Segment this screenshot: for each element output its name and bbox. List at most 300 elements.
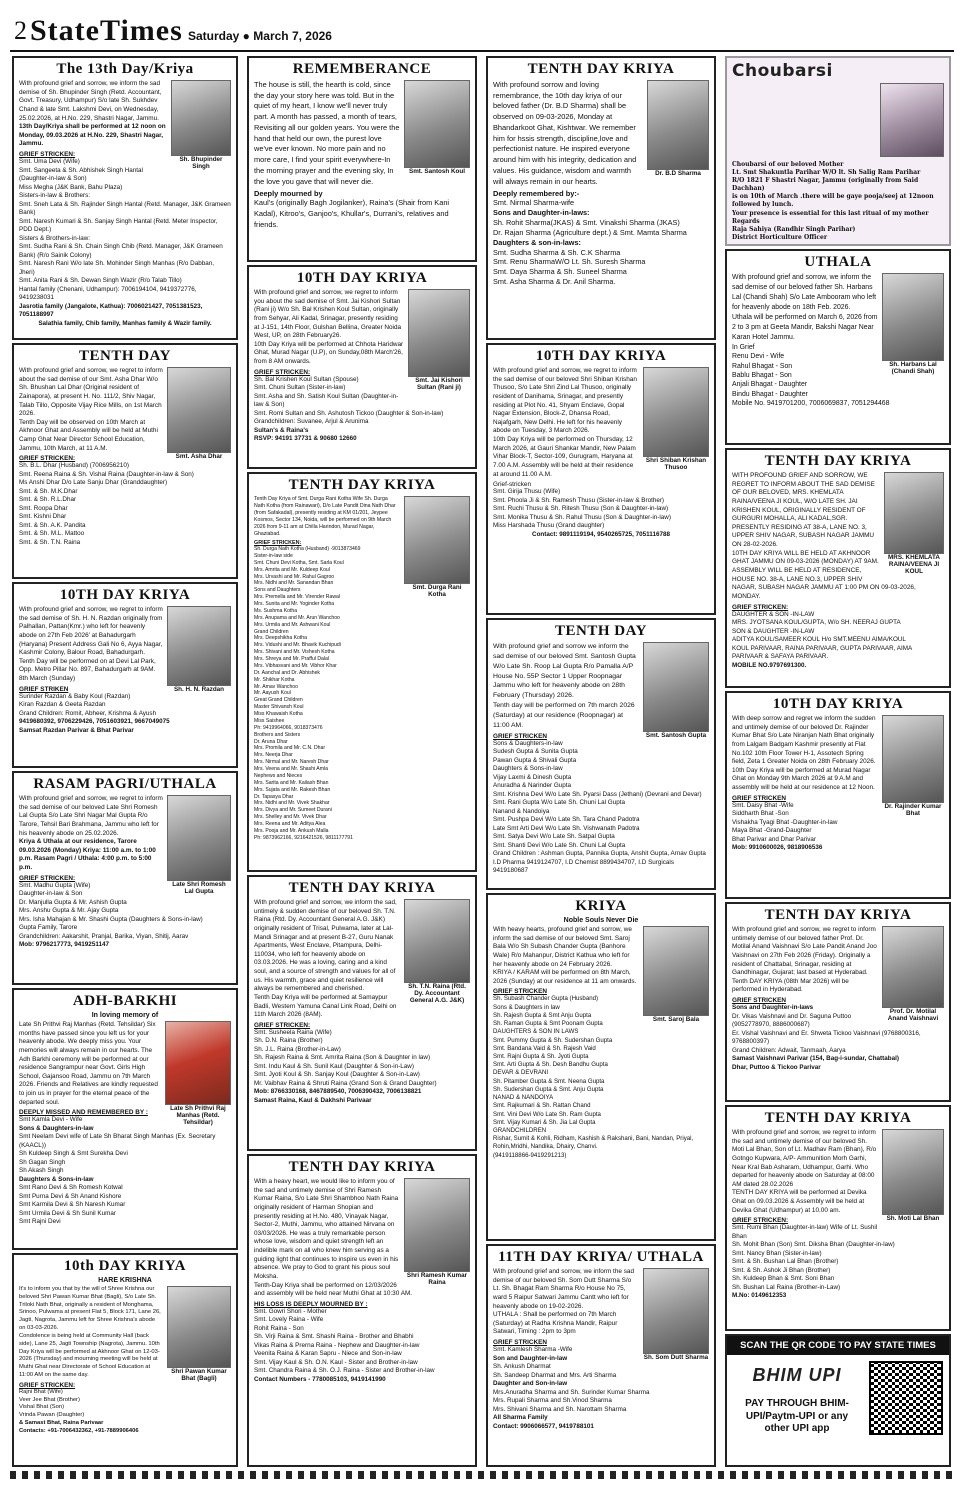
mourner-line: Sh. Sandeep Dharmat and Mrs. Arti Sharma <box>493 1371 617 1379</box>
photo <box>171 80 231 171</box>
notice-label: Grief-stricken <box>493 481 531 489</box>
photo-caption: Sh. Harbans Lal (Chandi Shah) <box>889 361 937 375</box>
portrait-icon <box>167 1286 231 1368</box>
notice-intro: With profound grief and sorrow, we regret to inform the sad demise of our beloved Shri Shiban Krishan Thusoo, S/o Late Shri Zind Lal Thusoo, originally resident of Danihama, Srinagar, and presently residing at Plot No. 41, Shyam Enclave, Gopal Nagar Extension, Block-Z, Dhansa Road, Najafgarh, New Delhi. He left for his heavenly abode on Tuesday, 3 March 2026. <box>493 367 637 435</box>
notice-title: TENTH DAY KRIYA <box>288 880 436 896</box>
photo <box>643 367 709 472</box>
mourner-line: Smt. Chandra Raina & Sh. O.J. Raina - Sister and Brother-in-law <box>254 1367 435 1375</box>
portrait-icon <box>884 472 944 554</box>
mourner-line: Veenita Raina & Karan Sapru - Niece and Son-in-law <box>254 1350 402 1358</box>
notice-kriya: Kriya & Uthala at our residence, Tarore 09.03.2026 (Monday) Kriya: 11:00 a.m. to 1:00 p.m. Rasam Pagri / Uthala: 4:00 p.m. to 5:00 p.m. <box>19 838 156 872</box>
notice-subtitle: In loving memory of <box>91 1012 159 1019</box>
notice-tenth-day-1 <box>12 343 238 579</box>
notice-line: Your presence is essential for this last ritual of my mother <box>732 209 929 217</box>
portrait-icon <box>408 289 470 377</box>
photo <box>647 80 709 178</box>
notice-kriya: UTHALA : Shall be performed on 7th March (Saturday) at Radha Krishna Mandir, Raipur Satwari, Timing : 2pm to 3pm <box>493 1311 618 1336</box>
notice-uthala-harbans-lal <box>725 249 951 445</box>
notice-line: is on 10th of March .there will be gaye pooja/seej at 12noon <box>732 193 934 201</box>
notice-kriya-saroj-bala <box>486 893 716 1241</box>
notice-10th-day-kriya-thusoo <box>486 343 716 615</box>
notice-label: GRIEF STRICKEN: <box>732 603 789 611</box>
notice-kriya: Tenth DAY KRIYA (08th Mar 2026) will be performed in Hyderabad. <box>732 977 849 994</box>
mourner-line: Smt. Chuni Sultan (Sister-in-law) <box>254 384 346 392</box>
notice-title: REMEMBERANCE <box>292 61 432 77</box>
mourner-line: Sudesh Gupta & Sunita Gupta <box>493 748 578 756</box>
notice-intro: With profound grief and sorrow, we regret to inform you about the sad demise of Smt. Jai Kishori Sultan (Rani ji) W/o Sh. Bal Krishen Koul Sultan, originally from Sehyar, Ali Kadal, Srinagar, presently residing at J-151, 14th Floor, Gulshan Bellina, Greater Noida West, UP, on 28th February26. <box>254 289 402 340</box>
mourner-line: Sh. Bal Krishen Koul Sultan (Spouse) <box>254 375 359 383</box>
mourner-line: Smt. Madhu Gupta (Wife) <box>19 881 91 889</box>
mourner-line: Smt. Chuni Devi Kotha, Smt. Sarla Koul <box>254 559 344 566</box>
mourner-line: Master Shivansh Koul <box>254 704 304 711</box>
mourner-line: Rohit Raina - Son <box>254 1324 304 1332</box>
poem-body: The house is still, the hearth is cold, since the day your story here was told. But in the quiet of my heart, I know we'll never truly part. A month has passed, a month of tears, Revisiting all our golden years. You were the hand that held our own, the purest love we've ever known. No more pain and no more care, I find your spirit everywhere-In the morning prayer and the evening sky, In the love you gave that will never die. <box>254 80 400 186</box>
mourner-line: Sisters & Brothers-in-law: <box>19 234 91 242</box>
photo <box>404 80 470 176</box>
portrait-icon <box>643 642 709 732</box>
mourner-line: Smt. Sudha Sharma & Sh. C.K Sharma <box>493 247 621 257</box>
mourner-line: Sh. Pitamber Gupta & Smt. Neena Gupta <box>493 1077 605 1085</box>
mourner-line: Smt. Naresh Rani W/o late Sh. Mohinder Singh Manhas (R/o Dabban, Jheri) <box>19 260 214 276</box>
notice-intro: With a heavy heart, we would like to inform you of the sad and untimely demise of Shri Ramesh Kumar Raina, S/o Late Shri Shambhoo Nath Raina originally resident of Harman Shopian and presently residing at H.No. 480, Vinayak Nagar, Sector-2, Muthi, Jammu, who attained Nirvana on 03/03/2026. He was a truly remarkable person whose love, wisdom and quiet strength left an indelible mark on all who knew him serving as a guiding light that continues to inspire us even in his absence. We pray to God to grant his pious soul Moksha. <box>254 1178 399 1281</box>
mourner-line: Brothers and Sisters <box>254 731 301 738</box>
mourner-line: Smt. Kamlesh Sharma -Wife <box>493 1346 573 1354</box>
mourner-line: Smt. Gowri Shori - Mother <box>254 1307 327 1315</box>
notice-label: GRIEF STRICKEN: <box>254 540 302 547</box>
mourner-line: Mrs. Sunita and Mr. Yoginder Kotha <box>254 601 335 608</box>
notice-label: DEEPLY MISSED AND REMEMBERED BY : <box>19 1109 148 1117</box>
portrait-icon <box>647 80 709 170</box>
mourner-line: Veer Jee Bhat (Brother) <box>19 1396 80 1403</box>
notice-kriya: 10TH DAY KRIYA WILL BE HELD AT AKHNOOR GHAT JAMMU ON 09-03-2026 (MONDAY) AT 9AM. ASSEMBLY WILL BE HELD AT RESIDENCE, HOUSE NO. 38-A, LANE NO.3, UPPER SHIV NAGAR, SUBASH NAGAR JAMMU AT 1:00 PM ON 09-03-2026, MONDAY. <box>732 549 916 600</box>
mourner-line: Miss Khawaish Kotha <box>254 711 303 718</box>
mourner-line: Sh. J.L. Raina (Brother-in-Law) <box>254 1045 341 1053</box>
notice-title: TENTH DAY KRIYA <box>527 61 675 77</box>
notice-10th-day-kriya-razdan <box>12 582 238 768</box>
mourner-line: Daughter-in-law & Son <box>19 890 83 898</box>
portrait-icon <box>404 496 470 584</box>
notice-kriya: TENTH DAY KRIYA will be performed at Devika Ghat on 09.03.2026 & Assembly will be held at Devika Ghat (Udhampur) at 10.00 am. <box>732 1189 867 1214</box>
mourner-line: Mrs. Amrita and Mr. Kuldeep Koul <box>254 566 330 573</box>
mourner-line: Smt. Asha and Sh. Satish Koul Sultan (Daughter-in-law & Son) <box>254 392 399 409</box>
notice-line: Regards <box>732 217 760 225</box>
notice-intro: With profound grief and sorrow, we regret to inform the sad demise of our beloved Late Shri Romesh Lal Gupta S/o Late Shri Nagar Mal Gupta R/o Tarore, Tehsil Bari Brahmana, Jammu who left for his heavenly abode on 25.02.2026. <box>19 795 163 837</box>
mourner-line: Rishar, Sumit & Kohli, Ridham, Kashish & Rakshani, Bani, Nandan, Priyal, Rohin,Mridhi, Nandika, Dhairy, Chanvi. <box>493 1135 694 1151</box>
mourner-line: Smt Urmila Devi & Sh Sunil Kumar <box>19 1209 116 1217</box>
portrait-icon <box>167 795 231 881</box>
mourner-line: Smt. Vini Devi W/o Late Sh. Ram Gupta <box>493 1110 601 1118</box>
mourner-line: Smt. Sudha Rani & Sh. Chain Singh Chib (Retd. Manager, J&K Grameen Bank) (R/o Sainik Colony) <box>19 243 223 259</box>
mourner-line: DAUGHTERS & SON IN LAWS <box>493 1028 579 1036</box>
photo-caption: Shri Pawan Kumar Bhat (Bagli) <box>171 1368 227 1382</box>
mourner-line: Smt. Rumi Bhan (Daughter-in-law) Wife of Lt. Sushil Bhan <box>732 1224 878 1240</box>
mourner-line: Smt. Daya Sharma & Sh. Suneel Sharma <box>493 267 627 277</box>
notice-subtitle: HARE KRISHNA <box>98 1277 152 1284</box>
mourner-line: Smt. Vijay Kaul & Sh. O.N. Kaul - Sister and Brother-in-law <box>254 1358 418 1366</box>
photo <box>882 1129 944 1223</box>
mourner-line: Smt. Bandana Vaid & Sh. Rajesh Vaid <box>493 1044 596 1052</box>
mourner-line: Contacts: +91-7006432362, +91-7889906406 <box>19 1427 139 1434</box>
photo <box>643 642 709 740</box>
portrait-icon <box>882 273 944 361</box>
mourner-line: Mrs. Shelley and Mr. Vivek Dhar <box>254 814 327 821</box>
mourner-line: Samast Raina, Kaul & Dakhshi Parivaar <box>254 1096 372 1104</box>
mourner-line: Sh. Bushan Lal Raina (Brother-in-Law) <box>732 1283 841 1291</box>
mourner-line: Smt. Rajni Gupta & Sh. Jyoti Gupta <box>493 1053 589 1061</box>
mourner-line: Ph: 9873962166, 9216421526, 9811177791 <box>254 834 353 841</box>
mourner-line: Smt. Shanti Devi W/o Late Sh. Chuni Lal Gupta <box>493 841 626 849</box>
photo <box>882 926 944 1023</box>
mourner-line: Mrs. Rupali Sharma and Sh.Vinod Sharma <box>493 1397 612 1405</box>
notice-kriya: 10th Day Kriya will be performed at Chhota Haridwar Ghat, Murad Nagar (U.P), on Sunday,08th March'26, from 8 AM onwards. <box>254 340 404 366</box>
mourner-line: Daughters & son-in-laws: <box>493 237 581 247</box>
mourner-line: Vikas Raina & Prerna Raina - Nephew and Daughter-in-law <box>254 1341 420 1349</box>
mourner-line: Dr. Tapasya Dhar <box>254 793 294 800</box>
mourner-line: Mr. Vaibhav Raina & Shruti Raina (Grand Son & Grand Daughter) <box>254 1079 437 1087</box>
notice-label: GRIEF STRICKEN: <box>254 1021 311 1029</box>
notice-line: Choubarsi of our beloved Mother <box>732 161 844 168</box>
mourner-line: Mrs. Nirmal and Mr. Naresh Dhar <box>254 759 329 766</box>
photo <box>167 1286 231 1383</box>
notice-tenth-day-kriya-khemlata <box>725 448 951 688</box>
mourner-line: Miss Saishee <box>254 717 285 724</box>
portrait-icon <box>404 1178 470 1272</box>
notice-10th-day-kriya-rajinder-bhat <box>725 691 951 899</box>
mourner-line: Vijay Laxmi & Dinesh Gupta <box>493 773 572 781</box>
mourner-line: Mrs. Urvashi and Mr. Rahul Gagroo <box>254 573 335 580</box>
mourner-line: Smt. & Sh. R.L.Dhar <box>19 496 77 504</box>
mourner-line: 9419680392, 9706229426, 7051603921, 9667049075 <box>19 718 170 726</box>
photo-caption: Sh. Som Dutt Sharma <box>643 1354 709 1361</box>
mourner-line: DAUGHTER & SON -IN-LAW <box>732 610 815 618</box>
notice-label: In Grief <box>732 344 755 351</box>
mourner-line: Sh. Rajesh Gupta & Smt Anju Gupta <box>493 1011 592 1019</box>
notice-title: TENTH DAY <box>79 348 171 364</box>
mourner-line: Vishal Bhat (Son) <box>19 1404 65 1411</box>
mourner-line: Mob: 8766330168, 8467889540, 7006390432, 7006138821 <box>254 1088 422 1096</box>
mourner-line: Bindu Bhagat - Daughter <box>732 390 808 398</box>
mourner-line: MOBILE NO.9797691300. <box>732 661 807 669</box>
portrait-icon <box>643 926 709 1016</box>
notice-intro: With heavy hearts, profound grief and sorrow, we inform the sad demise of our beloved Smt. Saroj Bala W/o Sh Subash Chander Gupta (Banhore Wale) R/o Mahanpur, District Kathua who left for her heavenly abode on 24 February 2026. <box>493 926 632 968</box>
mourner-line: Smt Rano Devi & Sh Romesh Kotwal <box>19 1184 123 1192</box>
portrait-icon <box>882 926 944 1008</box>
notice-kriya: 10th Day Kriya will be performed on Thursday, 12 March 2026, at Gauri Shankar Mandir, New Palam Vihar Block-T, Sector-109, Gurugram, Haryana at 7.00 A.M. Assembly will be held at their residence at around 11.00 A.M. <box>493 436 636 478</box>
mourner-line: Smt. & Sh. Bushan Lal Bhan (Brother) <box>732 1258 839 1266</box>
mourner-line: Grand Children : Ashman Gupta, Pannika Gupta, Anshit Gupta, Arnav Gupta <box>493 850 706 858</box>
mourner-line: All Sharma Family <box>493 1414 548 1422</box>
mourner-line: Smt Kamla Devi - Wife <box>19 1116 83 1124</box>
mourner-line: Mrs. Promila and Mr. C.N. Dhar <box>254 745 326 752</box>
notice-label: GRIEF STRICKEN: <box>19 874 76 882</box>
mourner-line: Contact Numbers - 7780085103, 9419141990 <box>254 1375 386 1383</box>
notice-kriya: 13th Day/Kriya shall be performed at 12 noon on Monday, 09.03.2026 at H.No. 229, Shastri Nagar, Jammu. <box>19 123 166 148</box>
mourner-line: Smt. & Sh. M.K.Dhar <box>19 487 78 495</box>
mourner-line: Mrs.Anuradha Sharma and Sh. Surinder Kumar Sharma <box>493 1388 650 1396</box>
mourner-line: Son and Daughter-in-law <box>493 1354 568 1362</box>
photo <box>882 715 944 818</box>
notice-kriya: Tenth day will be performed on 7th march 2026 (Saturday) at our residence (Roopnagar) at 11:00 AM. <box>493 702 635 729</box>
portrait-icon <box>165 1021 231 1105</box>
notice-tenth-day-kriya-ramesh-raina <box>247 1154 477 1467</box>
mourner-line: Smt. & Sh. T.N. Raina <box>19 538 81 546</box>
mourner-line: KOUL PARIVAAR, RAINA PARIVAAR, GUPTA PARIVAAR, AIMA PARIVAAR & SAFAYA PARIVAAR. <box>732 644 912 661</box>
mourner-line: Smt. Lovely Raina - Wife <box>254 1316 324 1324</box>
notice-intro: It's to inform you that by the will of Shree Krishna our beloved Shri Pawan Kumar Bhat (Bagli), S/o Late Sh. Triloki Nath Bhat, originally a resident of Monghama, Srinoo, Pulwama at present Flat 5, Block 171, Lane 26, Jagti, Nagrota, Jammu left for Shree Krishna's abode on 03-03-2026. <box>19 1286 161 1332</box>
mourner-line: DEVAR & DEVRANI <box>493 1069 549 1077</box>
notice-intro: With profound grief and sorrow, we inform the sad demise of Sh. Bhupinder Singh (Retd. Accountant, Govt. Treasury, Udhampur) S/o late Sh. Sukhdev Chand & late Smt. Lakshmi Devi, on Wednesday, 25.02.2026, at H.No. 229, Shastri Nagar, Jammu. <box>19 80 162 122</box>
mourner-line: Sh. Raman Gupta & Smt Poonam Gupta <box>493 1020 603 1028</box>
notice-line: followed by lunch. <box>732 201 794 209</box>
mourner-line: Smt. & Sh. Ashok Ji Bhan (Brother) <box>732 1266 831 1274</box>
notice-title: TENTH DAY KRIYA <box>764 1110 912 1126</box>
mourner-line: Smt Purna Devi & Sh Anand Kishore <box>19 1192 122 1200</box>
notice-intro: With profound grief and sorrow, we regret to inform about the sad demise of our Smt. Asha Dhar W/o Sh. Bhushan Lal Dhar (Original resident of Zainapora), at present H. No. 111/2, Shiv Nagar, Talab Tillo, Opposite Vijay Rice Mills, on 1st March 2026. <box>19 367 163 418</box>
notice-kriya: Condolence is being held at Community Hall (back side), Lane 25, Jagti Township (Nagrota), Jammu. 10th Day Kriya will be performed at Akhnoor Ghat on 12-03-2026 (Thursday) and mourning meeting will be held at Muthi Ghat near Directorate of School Education at 11:00 AM on the same day. <box>19 1332 160 1378</box>
mourner-line: Miss Harshada Thusu (Grand daughter) <box>493 522 605 530</box>
mourner-line: Mrs. Veena and Mr. Shashi Amla <box>254 766 328 773</box>
notice-label: GRIEF STRICKEN: <box>254 368 311 376</box>
mourner-line: Kiran Razdan & Geeta Razdan <box>19 701 106 709</box>
mourner-line: Mrs. Isha Mahajan & Mr. Shashi Gupta (Daughters & Sons-in-law) <box>19 915 203 923</box>
mourner-line: Sh. Sudershan Gupta & Smt. Anju Gupta <box>493 1085 604 1093</box>
photo <box>884 472 944 576</box>
mourner-line: Sh. B.L. Dhar (Husband) (7006956210) <box>19 462 129 470</box>
bhim-upi-logo: BHIM UPI <box>752 1365 842 1385</box>
photo <box>167 367 231 461</box>
mourner-line: Rahul Bhagat - Son <box>732 362 793 370</box>
photo <box>643 926 709 1024</box>
mourner-line: Smt. Pummy Gupta & Sh. Sudershan Gupta <box>493 1036 613 1044</box>
notice-kriya: Tenth Day Kriya will be performed at Samaypur Badli, Western Yamuna Canal Link Road, Delhi on 11th March 2026 (8AM). <box>254 994 397 1019</box>
mourner-line: Samsat Razdan Parivar & Bhat Parivar <box>19 726 134 734</box>
notice-line: Raja Sahiya (Randhir Singh Parihar) <box>732 225 856 233</box>
mourner-line: Sh. D.N. Raina (Brother) <box>254 1037 323 1045</box>
portrait-icon <box>167 367 231 453</box>
notice-title: The 13th Day/Kriya <box>56 61 194 77</box>
mourner-line: Smt. Susheela Raina (Wife) <box>254 1028 332 1036</box>
notice-11th-day-kriya-uthala <box>486 1244 716 1467</box>
portrait-icon <box>404 899 470 983</box>
photo-caption: Shri Ramesh Kumar Raina <box>406 1272 468 1286</box>
notice-kriya: Tenth Day will be observed on 10th March at Akhnoor Ghat and Assembly will be held at Muthi Camp Ghat Near Director School Education, Jammu, 10th March, at 11 A.M. <box>19 418 158 452</box>
mourner-line: Dr. Vikas Vaishnavi and Dr. Saguna Puttoo (9052778970, 8886000687) <box>732 1012 852 1029</box>
notice-kriya: Tenth Day will be performed on at Devi Lal Park, Opp. Metro Pillar No. 897, Bahadurgarh at 9AM. 8th March (Sunday) <box>19 657 156 683</box>
notice-label: GRIEF STRICKEN: <box>19 151 76 159</box>
notice-kriya: 10th Day Kriya will be performed at Murad Nagar Ghat on Monday 9th March 2026 at 9 A.M and assembly will be held at our residence at 12 Noon. <box>732 766 875 792</box>
mourner-line: Sh. Rohit Sharma(JKAS) & Smt. Vinakshi Sharma (JKAS) <box>493 218 680 228</box>
mourner-line: GRANDCHILDREN <box>493 1126 547 1134</box>
mourner-line: Sh. Kuldeep Bhan & Smt. Soni Bhan <box>732 1275 835 1283</box>
mourner-line: Mrs. Reena and Mr. Aditya Alea <box>254 821 326 828</box>
portrait-icon <box>404 80 470 168</box>
notice-label: Deeply remembered by:- <box>493 189 580 199</box>
mourner-line: Sons & Daughters-in-law <box>19 1124 94 1132</box>
mourner-line: Sh. Durga Nath Kotha (Husband) -9013873469 <box>254 546 361 553</box>
mourner-line: Smt. Roopa Dhar <box>19 504 68 512</box>
mourner-line: Smt. Jyoti Koul & Sh. Sanjay Koul (Daughter & Son-in-Law) <box>254 1071 420 1079</box>
mourner-line: Ms. Sushma Kotha <box>254 607 298 614</box>
notice-title: TENTH DAY KRIYA <box>764 453 912 469</box>
notice-line: District Horticulture Officer <box>732 233 828 241</box>
qr-payment-ad <box>725 1334 951 1467</box>
mourner-line: Mr. Shikhar Kotha <box>254 676 295 683</box>
mourner-line: Smt. Renu SharmaW/O Lt. Sh. Suresh Sharma <box>493 257 646 267</box>
mourner-line: Smt. Ruchi Thusu & Sh. Ritesh Thusu (Son & Daughter-in-law) <box>493 505 669 513</box>
notice-intro: Tenth Day Kriya of Smt. Durga Rani Kotha Wife Sh. Durga Nath Kotha (from Rainawari), D/o Late Pandit Dina Nath Dhar (from Safakadal), presently residing at KM 01/201, Jeypee Kosmos, Sector 134, Noida, will be performed on 9th March 2026 from 9-11 am at Chilla Harindon, Murad Nagar, Ghaziabad. <box>254 496 396 538</box>
notice-10th-day-kriya-sultan <box>247 265 477 469</box>
mourner-line: Sons and Daughters <box>254 587 301 594</box>
mourner-line: Maya Bhat -Grand-Daughter <box>732 827 812 835</box>
mourner-line: Grand Children: Adwait, Tanmaah, Aarya <box>732 1046 846 1054</box>
mourner-line: Smt. Sangeeta & Sh. Abhishek Singh Hantal (Daughter-in-law & Son) <box>19 166 143 183</box>
notice-label: Deeply mourned by <box>254 189 323 199</box>
mourner-line: Dr. Aanchal and Dr. Abhishek <box>254 669 320 676</box>
notice-kriya: KRIYA / KARAM will be performed on 8th March, 2026 (Sunday) at our residence at 11 am onwards. <box>493 969 637 985</box>
notice-tenth-day-gupta <box>486 618 716 890</box>
photo-caption: MRS. KHEMLATA RAINA/VEENA JI KOUL <box>888 554 940 575</box>
mourner-line: Mrs. Nidhi and Mr. Sanandan Bhan <box>254 580 334 587</box>
mourner-line: Mrs. Anupama and Mr. Arun Wanchoo <box>254 614 340 621</box>
mourner-line: Smt. Naresh Kumari & Sh. Sanjay Singh Hantal (Retd. Meter Inspector, PDD Dept.) <box>19 217 218 234</box>
mourner-line: Mrs. Shreya and Mr. Prafful Dalal <box>254 656 329 663</box>
mourner-line: Mrs. Vidushi and Mr. Bhavik Kuchipudi <box>254 642 341 649</box>
mourner-line: Grand Children <box>254 628 289 635</box>
mourner-line: Smt. Phoola Ji & Sh. Ramesh Thusu (Sister-in-law & Brother) <box>493 496 665 504</box>
photo <box>404 496 470 599</box>
notice-intro: Late Sh Prithvi Raj Manhas (Retd. Tehsildar) Six months have passed since you left us for your heavenly abode. We deeply miss you. Your memories will always remain in our hearts. The Adh Barkhi ceremony will be performed at our residence Sangrampur near Govt. Girls High School, Gajansoo Road, Jammu on 7th March 2026. Friends and Relatives are kindly requested to join us in prayer for the eternal peace of the departed soul. <box>19 1021 158 1106</box>
qr-ad-title: SCAN THE QR CODE TO PAY STATE TIMES <box>727 1336 949 1355</box>
notice-kriya: Tenth-Day Kriya shall be performed on 12/03/2026 and assembly will be held near Muthi Ghat at 10:30 AM. <box>254 1281 413 1298</box>
masthead-rule <box>10 50 954 52</box>
portrait-icon <box>643 1268 709 1354</box>
notice-title: 10th DAY KRIYA <box>63 1258 187 1274</box>
mourner-line: Pawan Gupta & Shivali Gupta <box>493 756 577 764</box>
photo-caption: Late Sh Prithvi Raj Manhas (Retd. Tehsildar) <box>170 1105 226 1126</box>
mourner-line: Mr. Amav Wanchoo <box>254 683 298 690</box>
mourner-line: Salathia family, Chib family, Manhas family & Wazir family. <box>38 319 212 327</box>
photo <box>404 1178 470 1287</box>
mourner-line: Miss Megha (J&K Bank, Bahu Plaza) <box>19 183 123 191</box>
mourner-line: Smt. Nirmal Sharma-wife <box>493 198 575 208</box>
photo-caption: Smt. Durga Rani Kotha <box>412 584 462 598</box>
mourner-line: Mrs. Divya and Mr. Sumeet Durani <box>254 807 332 814</box>
mourner-line: Grandchildren: Suvanee, Arjul & Arunima <box>254 418 369 426</box>
notice-title: TENTH DAY <box>555 623 647 639</box>
mourner-line: Sh. Rajesh Raina & Smt. Amrita Raina (Son & Daughter in law) <box>254 1054 431 1062</box>
issue-date: Saturday ● March 7, 2026 <box>188 29 332 43</box>
notice-kriya: Uthala will be performed on March 6, 2026 from 2 to 3 pm at Geeta Mandir, Bakshi Nagar Near Karan Hotel Jammu. <box>732 314 878 341</box>
mourner-line: Mob: 9910600026, 9818906536 <box>732 844 823 852</box>
portrait-icon <box>882 715 944 803</box>
mourner-line: Surinder Razdan & Baby Koul (Razdan) <box>19 692 131 700</box>
mourner-line: Dr. Manjulla Gupta & Mr. Ashish Gupta <box>19 898 127 906</box>
notice-tenth-day-kriya-sharma <box>486 56 716 340</box>
portrait-icon <box>880 83 944 157</box>
mourner-line: Sons and Daughter-in-laws: <box>493 208 590 218</box>
mourner-line: Renu Devi - Wife <box>732 353 785 361</box>
mourner-line: Grand Children: Romit, Abheer, Krishma & Ayush <box>19 709 157 717</box>
mourner-line: Great Grand Children <box>254 697 303 704</box>
mourner-line: Dhar, Puttoo & Tickoo Parivar <box>732 1063 821 1071</box>
notice-title: 10TH DAY KRIYA <box>772 696 904 712</box>
mourner-line: Smt. & Sh. M.L. Mattoo <box>19 530 85 538</box>
photo-caption: Dr. B.D Sharma <box>655 170 701 177</box>
mourner-line: Smt. Indu Kaul & Sh. Sunil Kaul (Daughter & Son-in-Law) <box>254 1062 414 1070</box>
mourner-line: Sons & Daughters in law <box>493 1003 560 1011</box>
page-number: 2 <box>14 16 27 45</box>
mourner-line: Mrs. Urmila and Mr. Ashwani Koul <box>254 621 331 628</box>
qr-code[interactable] <box>869 1361 943 1435</box>
notice-title: TENTH DAY KRIYA <box>764 907 912 923</box>
notice-intro: With profound grief and sorrow, we inform the sad, untimely & sudden demise of our beloved Sh. T.N. Raina (Rtd. Dy. Accountant General A.G. J&K) originally resident of Trisal, Pulwama, later at Lal-Mandi Srinagar and at present B-27, Guru Nanak Apartments, West Enclave, Pitampura, Delhi-110034, who left for heavenly abode on 03.03.2026. He was a loving, caring and a kind soul, and a source of strength and values for all of us. His warmth, grace and quiet resilience will always be remembered and cherished. <box>254 899 397 993</box>
mourner-line: Mrs. Anshu Gupta & Mr. Ajay Gupta <box>19 907 119 915</box>
mourner-line: Nanand & Nandoiya <box>493 807 550 815</box>
portrait-icon <box>643 367 709 457</box>
photo-caption: Sh. Moti Lal Bhan <box>886 1215 940 1222</box>
mourner-line: Smt. Anita Rani & Sh. Dewan Singh Wazir (R/o Talab Tillo) <box>19 277 182 285</box>
mourner-line: Mrs. Deepshikha Kotha <box>254 635 307 642</box>
photo-caption: Sh. T.N. Raina (Rtd. Dy. Accountant General A.G. J&K) <box>408 983 466 1004</box>
mourner-line: Sh Kuldeep Singh & Smt Surekha Devi <box>19 1150 128 1158</box>
notice-title: UTHALA <box>804 254 872 270</box>
notice-title: 10TH DAY KRIYA <box>59 587 191 603</box>
photo-caption: Sh. H. N. Razdan <box>173 686 225 693</box>
mourner-line: Sh. Mohit Bhan (Son) Smt. Diksha Bhan (Daughter-in-law) <box>732 1241 895 1249</box>
notice-intro: With profound sorrow and loving remembrance, the 10th day kriya of our beloved father (Dr. B.D Sharma) shall be observed on 09-03-2026, Monday at Bhandarkoot Ghat, Kishtwar. We remember him for hssis strength, discipline,love and perfectionist nature. He inspired everyone around him with his integrity, dedication and values. His guidance, wisdom and warmth will always remain in our hearts. <box>493 80 637 186</box>
photo <box>165 1021 231 1127</box>
notice-title: 10TH DAY KRIYA <box>535 348 667 364</box>
mourner-line: Mrs. Pooja and Mr. Ankush Malla <box>254 827 329 834</box>
mourner-line: Sister-in-law side <box>254 552 293 559</box>
notice-title: Choubarsi <box>732 61 833 81</box>
mourner-line: M.No: 0149612353 <box>732 1292 787 1300</box>
mourner-line: Smt. Rani Gupta W/o Late Sh. Chuni Lal Gupta <box>493 799 625 807</box>
mourner-line: MRS. JYOTSANA KOUL/GUPTA, W/o SH. NEERAJ GUPTA <box>732 619 901 627</box>
notice-label: GRIEF STRICKEN <box>732 794 786 802</box>
mourner-line: Mrs. Vibhasvani and Mr. Vibhor Khar <box>254 662 337 669</box>
photo <box>404 899 470 1005</box>
mourner-line: Smt. Krishna Devi W/o Late Sh. Pyarsi Dass (Jethani) (Devrani and Devar) <box>493 790 702 798</box>
footer-rule <box>10 1471 954 1479</box>
notice-line: R/O 1821 F Shastri Nagar, Jammu (originally from Said Dachhan) <box>732 177 919 193</box>
notice-label: GRIEF STRICKEN: <box>19 455 76 463</box>
mourner-line: NANAD & NANDOIYA <box>493 1094 554 1102</box>
mourner-line: Mrs. Neerja Dhar <box>254 752 293 759</box>
notice-tenth-day-kriya-tn-raina <box>247 875 477 1151</box>
mourner-line: Er. Vishal Vaishnavi and Er. Shweta Tickoo Vaishnavi (9768800316, 9768800397) <box>732 1029 921 1046</box>
mourner-line: & Samast Bhat, Raina Parivaar <box>19 1420 104 1426</box>
notice-tail: Kaul's (originally Bagh Jogilanker), Raina's (Shair from Kani Kadal), Kitroo's, Ganjoo's, Khullar's, Durrani's, relatives and friends. <box>254 198 450 229</box>
mourner-line: Smt. Daisy Bhat -Wife <box>732 801 794 809</box>
portrait-icon <box>171 80 231 156</box>
notice-intro: With deep sorrow and regret we inform the sudden and untimely demise of our beloved Dr. Rajinder Kumar Bhat S/o Late Niranjan Nath Bhat originally from Lalgam Badgam Kashmir presently at Flat No.102 10th Floor Tower H-1, Assotech Spring field, Zeta 1 Greater Noida on 28th February 2026. <box>732 715 876 766</box>
mourner-line: Rajni Bhat (Wife) <box>19 1388 63 1395</box>
mourner-line: Mrs. Sujata and Mr. Rakesh Bhan <box>254 786 331 793</box>
notice-tenth-day-kriya-kotha <box>247 472 477 872</box>
photo-caption: Smt. Santosh Koul <box>409 168 465 175</box>
photo <box>408 289 470 392</box>
mourner-line: ADITYA KOUL/SAMEER KOUL H/o SMT.MEENU AIMA/KOUL <box>732 636 906 644</box>
notice-title: TENTH DAY KRIYA <box>288 477 436 493</box>
notice-title: KRIYA <box>575 898 627 914</box>
mourner-line: Late Smt Arti Devi W/o Late Sh. Vishwanath Padotra <box>493 824 640 832</box>
notice-subtitle: Noble Souls Never Die <box>563 917 639 924</box>
mourner-line: Smt. Arti Gupta & Sh. Desh Bandhu Gupta <box>493 1061 608 1069</box>
mourner-line: Smt. Nancy Bhan (Sister-in-law) <box>732 1249 822 1257</box>
photo <box>882 273 944 376</box>
mourner-line: Ph: 9419964066, 9018373476 <box>254 724 323 731</box>
